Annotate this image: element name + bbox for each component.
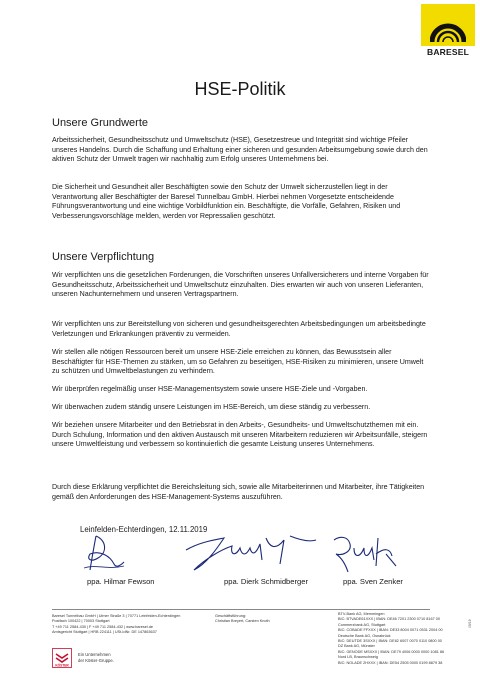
footer-line: Amtsgericht Stuttgart | HRB 224111 | USt-IdNr. DE 147863637 [52,630,157,635]
footer-management [215,614,305,625]
paragraph: Wir beziehen unsere Mitarbeiter und den Betriebsrat in den Arbeits-, Gesundheits- und Umweltschutzthemen mit ein. Durch Schulung, Information und den aktiven Austausch mit unseren Mitarbeitern reduzieren wir Arbeitsunfälle, steigern unsere Umweltleistung und verbessern so kontinuierlich die gesamte Leistung unseres Unternehmens. [52,421,428,449]
footer-line: BIC: COBADE FFXXX | IBAN: DE33 8004 0071 0531 2004 00 [338,628,443,633]
koester-wordmark: KÖSTER [55,663,69,668]
footer-line: DZ Bank AG, Münster [338,644,375,649]
footer-line: Deutsche Bank AG, Osnabrück [338,633,391,638]
signature-schmidberger [180,520,320,578]
paragraph: Arbeitssicherheit, Gesundheitsschutz und Umweltschutz (HSE), Gesetzestreue und Integrität sind wichtige Pfeiler unseres Handelns. Durch die Schaffung und Erhaltung einer sicheren und gesunden Arbeitsumgebung sowie durch den aktiven Schutz der Umwelt tragen wir nachhaltig zum Erfolg unseres Unternehmens bei. [52,136,428,164]
group-note [78,652,114,664]
page-title: HSE-Politik [194,79,286,99]
section-heading-verpflichtung: Unsere Verpflichtung [52,251,155,263]
baresel-logo [421,4,475,60]
footer-company [52,614,212,636]
document-number: 09/19 [468,619,472,628]
logo-text: BARESEL [426,47,470,57]
signature-zenker [330,530,400,576]
paragraph: Wir verpflichten uns die gesetzlichen Forderungen, die Vorschriften unseres Unfallversicherers und interne Vorgaben für Gesundheitsschutz, Arbeitssicherheit und Umweltschutz einzuhalten. Dies erwarten wir auch von unseren Lieferanten, unseren Nachunternehmern und unseren Vertragspartnern. [52,271,429,299]
footer-line: Geschäftsführung: [215,614,247,618]
footer-line: BIC: DEUTDE 3SXXX | IBAN: DE62 6007 0070 0110 0800 00 [338,639,442,644]
footer-line: BIC: BTVADE61XXX | IBAN: DE46 7201 2300 0710 8167 00 [338,617,441,622]
koester-logo [52,648,72,668]
footer-line: Christian Breyert, Carsten Knoth [215,619,270,624]
place-date: Leinfelden-Echterdingen, 12.11.2019 [80,525,208,534]
footer-line: Baresel Tunnelbau GmbH | Ulmer Straße 3 | 70771 Leinfelden-Echterdingen [52,614,181,618]
signatory-name: ppa. Sven Zenker [343,577,403,586]
footer-line: BIC: GENODE MSXXX | IBAN: DE79 4006 0000 0000 1081 86 [338,649,445,654]
paragraph: Wir überprüfen regelmäßig unser HSE-Managementsystem sowie unsere HSE-Ziele und -Vorgaben. [52,385,368,393]
group-note-line: der Köster-Gruppe. [78,658,114,663]
group-note-line: Ein Unternehmen [78,652,111,657]
footer-line: BTV-Bank AG, Memmingen [338,612,385,616]
tunnel-arc-icon [430,13,466,43]
footer-banks [338,612,456,666]
footer-line: BIC: NOLADE 2HXXX | IBAN: DE54 2505 0000 0199 8879 38 [338,660,443,665]
section-heading-grundwerte: Unsere Grundwerte [52,117,148,129]
footer-divider [52,609,430,610]
paragraph: Die Sicherheit und Gesundheit aller Beschäftigten sowie den Schutz der Umwelt sicherzustellen liegt in der Verantwortung aller Beschäftigter der Baresel Tunnelbau GmbH. Hierbei nehmen Vorgesetzte entscheidende Führungsverantwortung und eine wichtige Vorbildfunktion ein. Beschäftigte, die Vorfälle, Gefahren, Risiken und Verbesserungsvorschläge melden, werden vor Repressalien geschützt. [52,183,401,220]
footer-line: Commerzbank AG, Stuttgart [338,622,386,627]
paragraph: Wir verpflichten uns zur Bereitstellung von sicheren und gesundheitsgerechten Arbeitsbedingungen um arbeitsbedingte Verletzungen und Erkrankungen präventiv zu vermeiden. [52,320,426,338]
signature-fewson [80,530,128,574]
paragraph: Wir stellen alle nötigen Ressourcen bereit um unsere HSE-Ziele erreichen zu können, das Bewusstsein aller Beschäftigter für HSE-Themen zu stärken, um so Gefahren zu beseitigen, HSE-Risiken zu minimieren, unsere Umwelt zu schützen und Umweltbelastungen zu verhindern. [52,348,424,376]
footer-line: Nord LB, Braunschweig [338,655,378,660]
footer-line: T +49 711 2584-430 | F +49 711 2584-432 | www.baresel.de [52,624,153,629]
paragraph: Durch diese Erklärung verpflichtet die Bereichsleitung sich, sowie alle Mitarbeiterinnen und Mitarbeiter, ihre Tätigkeiten gemäß den Anforderungen des HSE-Management-Systems auszuführen. [52,483,425,501]
footer-line: Postfach 100422 | 70003 Stuttgart [52,619,110,624]
paragraph: Wir überwachen zudem ständig unsere Leistungen im HSE-Bereich, um diese ständig zu verbessern. [52,403,371,411]
signatory-name: ppa. Dierk Schmidberger [224,577,308,586]
signatory-name: ppa. Hilmar Fewson [87,577,155,586]
